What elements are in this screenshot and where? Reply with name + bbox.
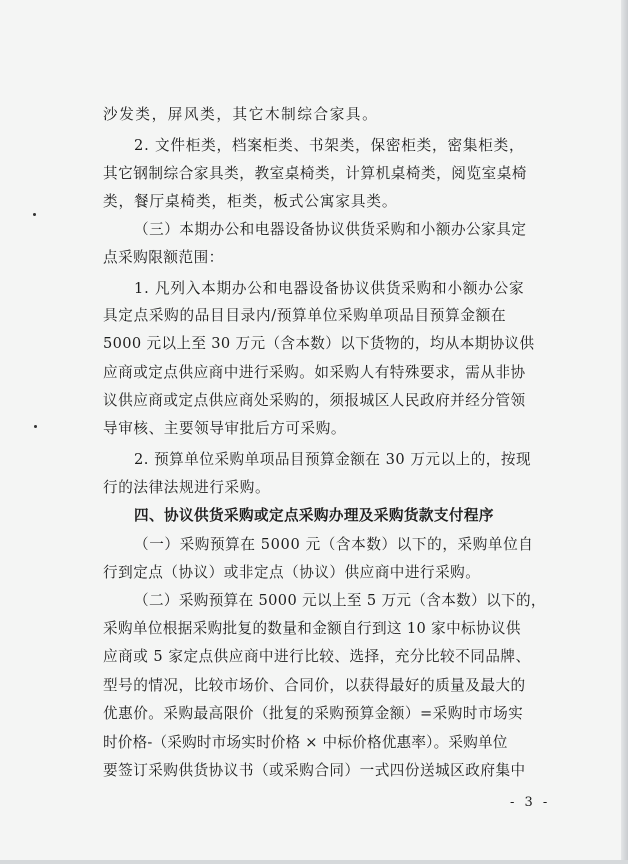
- section-heading: （三）本期办公和电器设备协议供货采购和小额办公家具定: [134, 221, 527, 238]
- body-line: 型号的情况，比较市场价、合同价，以获得最好的质量及最大的: [103, 677, 526, 694]
- body-line: 时价格-（采购时市场实时价格 × 中标价格优惠率）。采购单位: [103, 734, 508, 751]
- body-line: 导审核、主要领导审批后方可采购。: [103, 420, 347, 437]
- body-line: 应商或定点供应商中进行采购。如采购人有特殊要求，需从非协: [103, 364, 526, 381]
- page-number: - 3 -: [510, 795, 551, 810]
- body-line: 采购单位根据采购批复的数量和金额自行到这 10 家中标协议供: [103, 620, 521, 637]
- body-line: 议供应商或定点供应商处采购的，须报城区人民政府并经分管领: [103, 392, 526, 409]
- body-line: （一）采购预算在 5000 元（含本数）以下的，采购单位自: [134, 536, 534, 553]
- body-line: （二）采购预算在 5000 元以上至 5 万元（含本数）以下的，: [134, 592, 546, 609]
- scan-dot: [34, 425, 37, 428]
- body-line: 优惠价。采购最高限价（批复的采购预算金额）=采购时市场实: [103, 705, 524, 722]
- body-line: 要签订采购供货协议书（或采购合同）一式四份送城区政府集中: [103, 762, 526, 779]
- body-line: 应商或 5 家定点供应商中进行比较、选择，充分比较不同品牌、: [103, 648, 531, 665]
- body-line: 类，餐厅桌椅类，柜类，板式公寓家具类。: [103, 193, 398, 210]
- body-line: 其它钢制综合家具类，教室桌椅类，计算机桌椅类，阅览室桌椅: [103, 165, 528, 182]
- page-edge-bottom: [0, 860, 628, 864]
- chapter-heading: 四、协议供货采购或定点采购办理及采购货款支付程序: [134, 507, 494, 524]
- body-line: 沙发类，屏风类，其它木制综合家具。: [103, 106, 379, 123]
- body-line: 点采购限额范围：: [103, 249, 224, 266]
- body-line: 行到定点（协议）或非定点（协议）供应商中进行采购。: [103, 564, 481, 581]
- body-line: 行的法律法规进行采购。: [103, 479, 271, 496]
- body-line: 具定点采购的品目目录内/预算单位采购单项品目预算金额在: [103, 307, 507, 324]
- body-line: 5000 元以上至 30 万元（含本数）以下货物的，均从本期协议供: [103, 335, 535, 352]
- body-line: 1. 凡列入本期办公和电器设备协议供货采购和小额办公家: [134, 280, 525, 297]
- scan-dot: [33, 213, 36, 216]
- page-edge-shadow: [621, 0, 628, 864]
- body-line: 2. 预算单位采购单项品目预算金额在 30 万元以上的，按现: [134, 451, 532, 468]
- body-line: 2. 文件柜类，档案柜类、书架类，保密柜类，密集柜类，: [134, 137, 525, 154]
